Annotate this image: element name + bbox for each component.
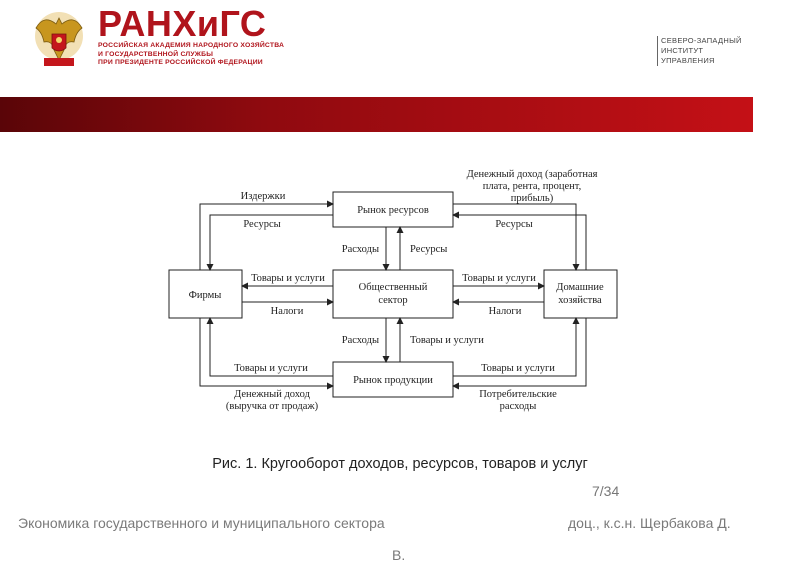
expenses-top-label: Расходы [341,244,379,255]
goods-right-label: Товары и услуги [462,273,536,284]
consumer-expenses-label-2: расходы [499,401,537,412]
brand-subtitle-line-3: ПРИ ПРЕЗИДЕНТЕ РОССИЙСКОЙ ФЕДЕРАЦИИ [98,59,263,66]
costs-flow-arrow [200,204,333,270]
taxes-left-label: Налоги [270,306,304,317]
public-sector-box [333,270,453,318]
footer-course-title: Экономика государственного и муниципального сектора [18,515,385,531]
households-box [544,270,617,318]
money-income-label-2: плата, рента, процент, [482,181,582,192]
firms-label: Фирмы [188,290,222,301]
consumer-expenses-label-1: Потребительские [479,389,557,400]
revenue-label-1: Денежный доход [234,389,310,400]
households-label-2: хозяйства [558,295,602,306]
page-number: 7/34 [592,483,620,499]
resources-left-label: Ресурсы [243,219,281,230]
goods-left-label: Товары и услуги [251,273,325,284]
brand-subtitle-line-2: И ГОСУДАРСТВЕННОЙ СЛУЖБЫ [98,50,214,58]
costs-label: Издержки [240,191,286,202]
figure-caption: Рис. 1. Кругооборот доходов, ресурсов, товаров и услуг [212,456,588,472]
expenses-bottom-label: Расходы [341,335,379,346]
brand-subtitle-line-1: РОССИЙСКАЯ АКАДЕМИЯ НАРОДНОГО ХОЗЯЙСТВА [98,42,285,49]
resources-center-label: Ресурсы [410,244,448,255]
institute-line-2: ИНСТИТУТ [661,46,704,55]
institute-line-3: УПРАВЛЕНИЯ [661,56,715,65]
institute-line-1: СЕВЕРО-ЗАПАДНЫЙ [661,36,742,45]
taxes-right-label: Налоги [488,306,522,317]
public-sector-label-2: сектор [378,295,408,306]
brand-name: РАНХиГС [98,3,267,44]
goods-center-label: Товары и услуги [410,335,484,346]
money-income-label-1: Денежный доход (заработная [466,169,598,180]
revenue-label-2: (выручка от продаж) [225,401,319,412]
goods-bottom-left-label: Товары и услуги [234,363,308,374]
footer-author-continuation: В. [392,547,406,563]
households-label-1: Домашние [556,282,604,293]
public-sector-label-1: Общественный [358,282,428,293]
money-income-label-3: прибыль) [510,193,554,204]
money-income-flow-arrow [453,204,576,270]
resources-right-label: Ресурсы [495,219,533,230]
product-market-label: Рынок продукции [353,375,433,386]
footer-author: доц., к.с.н. Щербакова Д. [568,515,731,531]
resource-market-label: Рынок ресурсов [357,205,429,216]
goods-bottom-right-label: Товары и услуги [481,363,555,374]
